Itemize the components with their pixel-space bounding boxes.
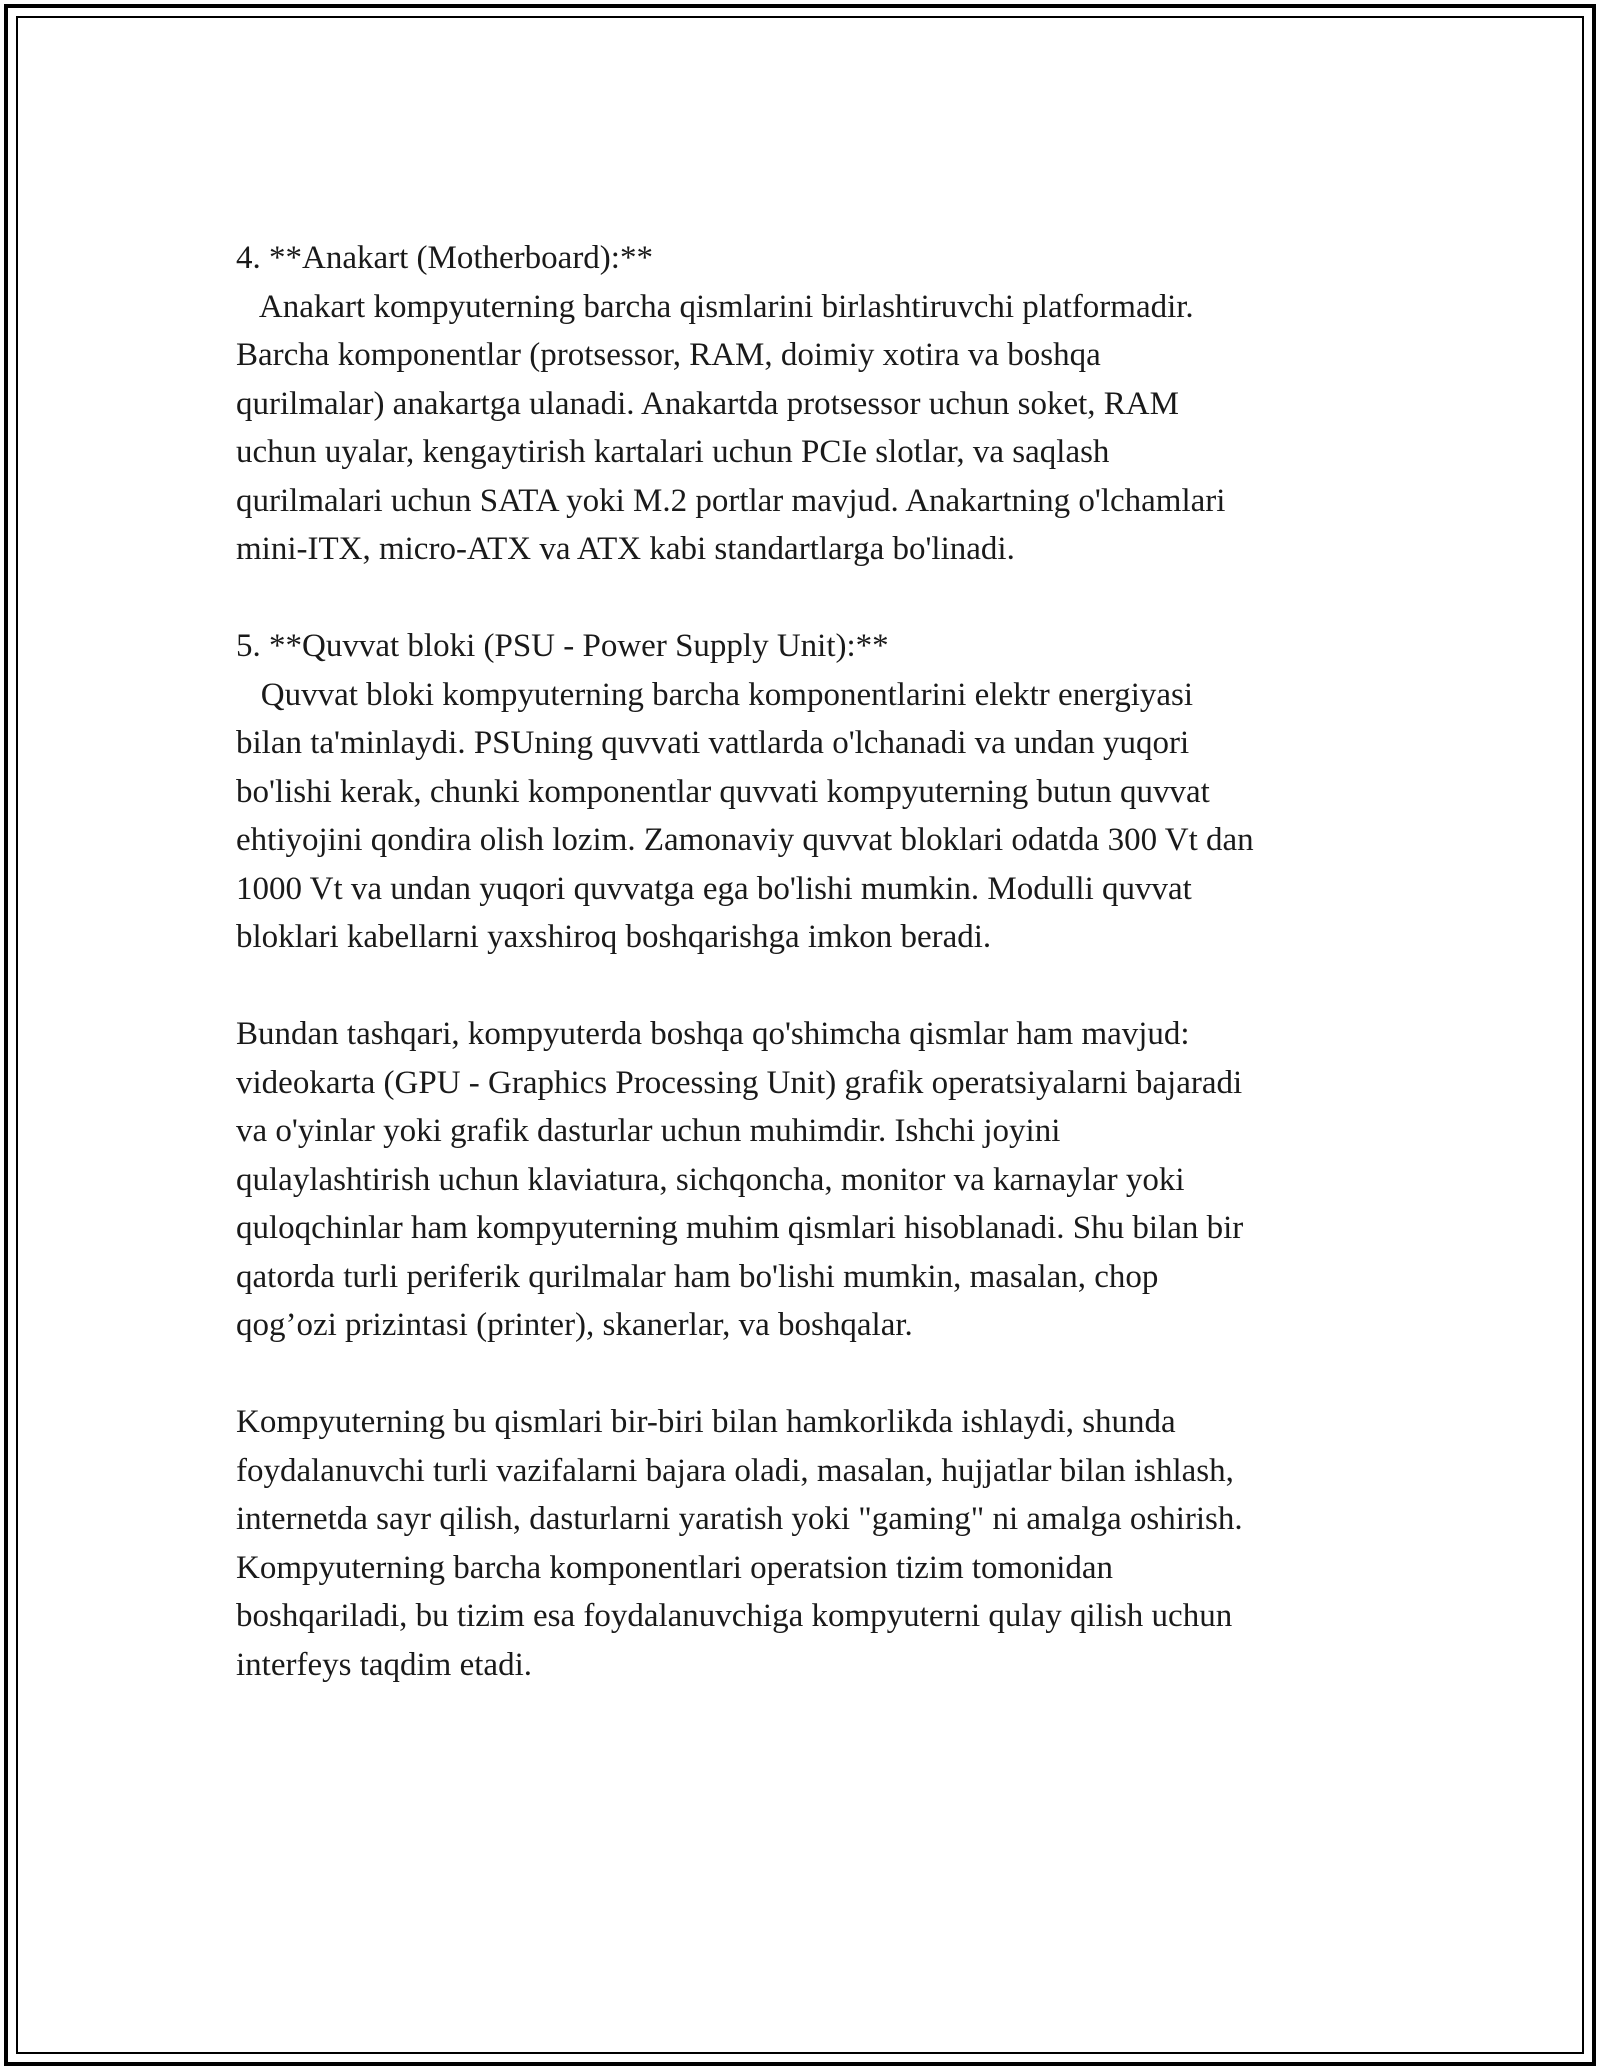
paragraph-conclusion bbox=[236, 1398, 1386, 1689]
text-line: ehtiyojini qondira olish lozim. Zamonaviy quvvat bloklari odatda 300 Vt dan bbox=[236, 822, 1254, 858]
paragraph-gap bbox=[236, 574, 1386, 623]
section-heading: 4. **Anakart (Motherboard):** bbox=[236, 240, 653, 276]
text-line: qurilmalari uchun SATA yoki M.2 portlar mavjud. Anakartning o'lchamlari bbox=[236, 482, 1226, 519]
text-line: quloqchinlar ham kompyuterning muhim qismlari hisoblanadi. Shu bilan bir bbox=[236, 1210, 1244, 1246]
section-power-supply bbox=[236, 622, 1386, 962]
text-line: Kompyuterning barcha komponentlari operatsion tizim tomonidan bbox=[236, 1549, 1114, 1586]
text-line: bloklari kabellarni yaxshiroq boshqarishga imkon beradi. bbox=[236, 919, 992, 955]
text-line: 1000 Vt va undan yuqori quvvatga ega bo'lishi mumkin. Modulli quvvat bbox=[236, 870, 1192, 907]
text-line: Bundan tashqari, kompyuterda boshqa qo'shimcha qismlar ham mavjud: bbox=[236, 1016, 1190, 1052]
section-heading: 5. **Quvvat bloki (PSU - Power Supply Unit):** bbox=[236, 628, 889, 664]
text-line: qulaylashtirish uchun klaviatura, sichqoncha, monitor va karnaylar yoki bbox=[236, 1161, 1185, 1198]
text-line: qurilmalar) anakartga ulanadi. Anakartda protsessor uchun soket, RAM bbox=[236, 385, 1179, 422]
document-body bbox=[236, 234, 1386, 1689]
text-line: Barcha komponentlar (protsessor, RAM, doimiy xotira va boshqa bbox=[236, 337, 1101, 373]
text-line: Quvvat bloki kompyuterning barcha komponentlarini elektr energiyasi bbox=[236, 676, 1194, 713]
text-line: internetda sayr qilish, dasturlarni yaratish yoki "gaming" ni amalga oshirish. bbox=[236, 1501, 1243, 1537]
text-line: mini-ITX, micro-ATX va ATX kabi standartlarga bo'linadi. bbox=[236, 531, 1015, 567]
paragraph-gap bbox=[236, 1350, 1386, 1399]
text-line: Kompyuterning bu qismlari bir-biri bilan hamkorlikda ishlaydi, shunda bbox=[236, 1404, 1176, 1440]
text-line: boshqariladi, bu tizim esa foydalanuvchiga kompyuterni qulay qilish uchun bbox=[236, 1598, 1233, 1634]
text-line: qog’ozi prizintasi (printer), skanerlar, va boshqalar. bbox=[236, 1307, 913, 1343]
text-line: foydalanuvchi turli vazifalarni bajara oladi, masalan, hujjatlar bilan ishlash, bbox=[236, 1452, 1234, 1489]
paragraph-gap bbox=[236, 962, 1386, 1011]
text-line: videokarta (GPU - Graphics Processing Unit) grafik operatsiyalarni bajaradi bbox=[236, 1064, 1243, 1101]
text-line: uchun uyalar, kengaytirish kartalari uchun PCIe slotlar, va saqlash bbox=[236, 434, 1110, 470]
text-line: interfeys taqdim etadi. bbox=[236, 1646, 532, 1683]
text-line: va o'yinlar yoki grafik dasturlar uchun muhimdir. Ishchi joyini bbox=[236, 1113, 1061, 1149]
text-line: bo'lishi kerak, chunki komponentlar quvvati kompyuterning butun quvvat bbox=[236, 773, 1210, 810]
text-line: bilan ta'minlaydi. PSUning quvvati vattlarda o'lchanadi va undan yuqori bbox=[236, 725, 1190, 761]
text-line: Anakart kompyuterning barcha qismlarini birlashtiruvchi platformadir. bbox=[236, 288, 1194, 325]
section-motherboard bbox=[236, 234, 1386, 574]
paragraph-additional-parts bbox=[236, 1010, 1386, 1350]
text-line: qatorda turli periferik qurilmalar ham bo'lishi mumkin, masalan, chop bbox=[236, 1258, 1159, 1295]
